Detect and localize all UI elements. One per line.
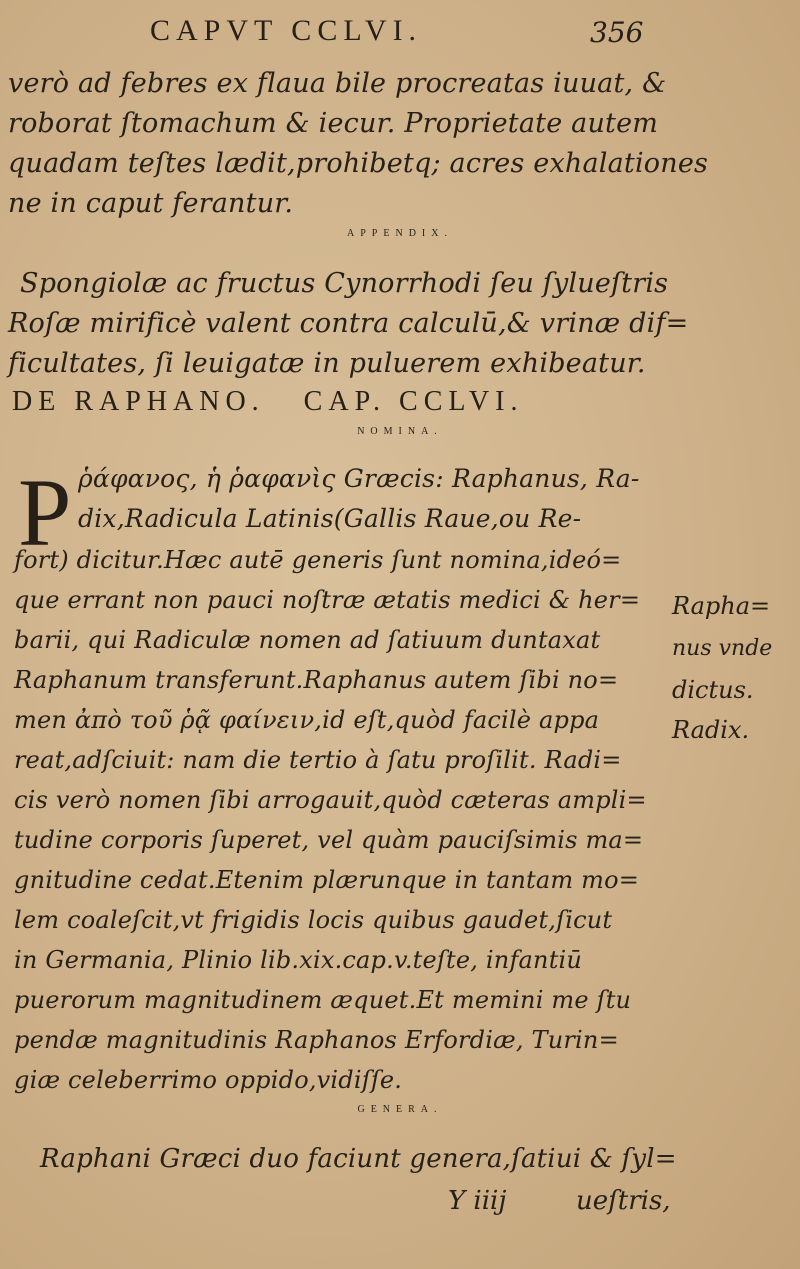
running-title: CAPVT CCLVI. xyxy=(150,14,423,47)
nomina-heading: NOMINA. xyxy=(357,426,443,437)
text-line: quadam teſtes lædit,prohibetq; acres exhalationes xyxy=(8,148,709,179)
page-number: 356 xyxy=(590,16,644,49)
text-line: in Germania, Plinio lib.xix.cap.v.teſte, infantiū xyxy=(14,946,583,974)
text-line: Raphanum transferunt.Raphanus autem ſibi no= xyxy=(14,666,619,694)
text-line: ῥάφανος, ἡ ῥαφανὶς Græcis: Raphanus, Ra- xyxy=(78,464,640,493)
text-line: barii, qui Radiculæ nomen ad ſatiuum duntaxat xyxy=(14,626,601,654)
text-line: que errant non pauci noſtræ ætatis medici & her= xyxy=(14,586,641,614)
margin-note: Rapha= xyxy=(672,592,771,620)
text-line: Raphani Græci duo faciunt genera,ſatiui & ſyl= xyxy=(40,1144,677,1174)
chapter-heading: DE RAPHANO. CAP. CCLVI. xyxy=(12,386,524,417)
text-line: men ἀπὸ τοῦ ῥᾷ φαίνειν,id eſt,quòd facilè appa xyxy=(14,706,600,734)
margin-note: dictus. xyxy=(672,676,754,704)
text-line: cis verò nomen ſibi arrogauit,quòd cæteras ampli= xyxy=(14,786,647,814)
text-line: tudine corporis ſuperet, vel quàm pauciſsimis ma= xyxy=(14,826,644,854)
text-line: Roſæ mirificè valent contra calculū,& vrinæ dif= xyxy=(8,308,689,339)
text-line: ne in caput ferantur. xyxy=(8,188,294,219)
signature-mark: Y iiij xyxy=(448,1186,507,1216)
appendix-heading: APPENDIX. xyxy=(347,228,453,239)
genera-heading: GENERA. xyxy=(357,1104,443,1115)
text-line: verò ad febres ex flaua bile procreatas iuuat, & xyxy=(8,68,667,99)
text-line: Spongiolæ ac fructus Cynorrhodi ſeu ſylueſtris xyxy=(20,268,669,299)
text-line: ficultates, ſi leuigatæ in puluerem exhibeatur. xyxy=(8,348,646,379)
text-line: dix,Radicula Latinis(Gallis Raue,ou Re- xyxy=(78,504,582,533)
catchword: ueſtris, xyxy=(576,1186,671,1216)
text-line: puerorum magnitudinem æquet.Et memini me ſtu xyxy=(14,986,632,1014)
margin-note: nus vnde xyxy=(672,636,773,661)
text-line: fort) dicitur.Hæc autē generis ſunt nomina,ideó= xyxy=(14,546,622,574)
text-line: giæ celeberrimo oppido,vidiſſe. xyxy=(14,1066,403,1094)
text-line: lem coaleſcit,vt frigidis locis quibus gaudet,ſicut xyxy=(14,906,613,934)
text-line: roborat ſtomachum & iecur. Proprietate autem xyxy=(8,108,659,139)
margin-note: Radix. xyxy=(672,716,750,744)
text-line: pendæ magnitudinis Raphanos Erfordiæ, Turin= xyxy=(14,1026,619,1054)
text-line: reat,adſciuit: nam die tertio à ſatu proſilit. Radi= xyxy=(14,746,622,774)
text-line: gnitudine cedat.Etenim plærunque in tantam mo= xyxy=(14,866,640,894)
drop-cap-letter: P xyxy=(18,459,72,566)
